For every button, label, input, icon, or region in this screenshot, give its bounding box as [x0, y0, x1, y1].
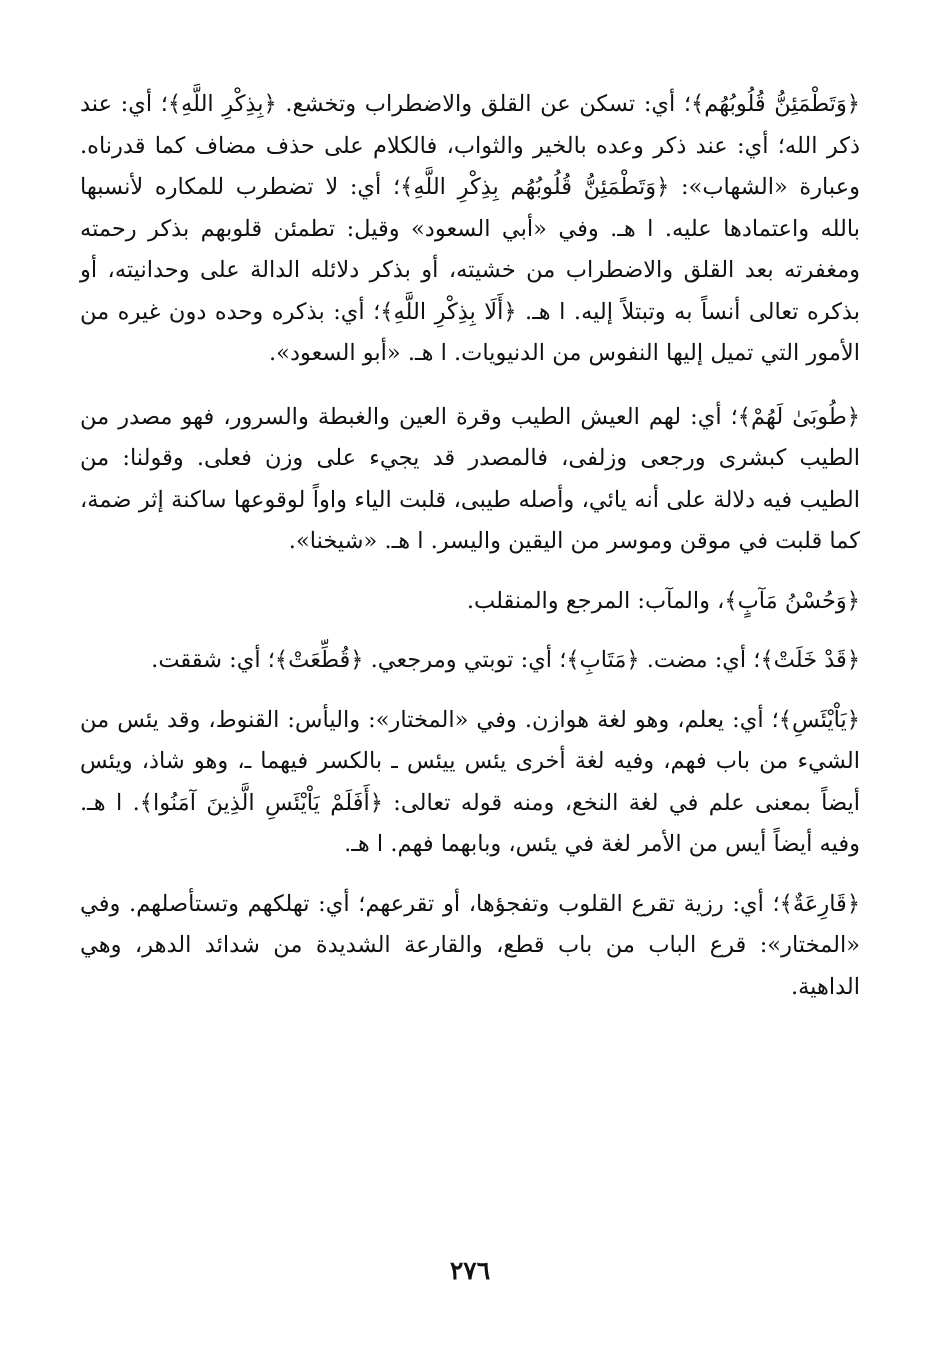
paragraph-spacer — [80, 563, 860, 581]
page-body — [80, 84, 860, 1008]
page-number: ٢٧٦ — [449, 1256, 491, 1285]
paragraph-husnu-maab: ﴿وَحُسْنُ مَآبٍ﴾، والمآب: المرجع والمنقلب. — [466, 587, 860, 614]
paragraph-qad-khalat: ﴿قَدْ خَلَتْ﴾؛ أي: مضت. ﴿مَتَابِ﴾؛ أي: توبتي ومرجعي. ﴿قُطِّعَتْ﴾؛ أي: شققت. — [151, 647, 860, 673]
paragraph-tatmainnu: ﴿وَتَطْمَئِنُّ قُلُوبُهُم﴾؛ أي: تسكن عن القلق والاضطراب وتخشع. ﴿بِذِكْرِ اللَّهِ﴾؛ أي: عند ذكر الله؛ أي: عند ذكر وعده بالخير والثواب، فالكلام على حذف مضاف كما قدرناه. وعبارة «الشهاب»: ﴿وَتَطْمَئِنُّ قُلُوبُهُم بِذِكْرِ اللَّهِ﴾؛ أي: لا تضطرب للمكاره لأنسبها بالله واعتمادها عليه. ا هـ. وفي «أبي السعود» وقيل: تطمئن قلوبهم بذكر رحمته ومغفرته بعد القلق والاضطراب من خشيته، أو بذكر دلائله الدالة على وحدانيته، أو بذكره تعالى أنساً به وتبتلاً إليه. ا هـ. ﴿أَلَا بِذِكْرِ اللَّهِ﴾؛ أي: بذكره وحده دون غيره من الأمور التي تميل إليها النفوس من الدنيويات. ا هـ. «أبو السعود». — [80, 91, 860, 366]
paragraph-spacer — [80, 866, 860, 884]
paragraph-spacer — [80, 622, 860, 640]
paragraph-spacer — [80, 682, 860, 700]
paragraph-spacer — [80, 375, 860, 397]
paragraph-qariah: ﴿قَارِعَةٌ﴾؛ أي: رزية تقرع القلوب وتفجؤها، أو تقرعهم؛ أي: تهلكهم وتستأصلهم. وفي «المختار»: قرع الباب من باب قطع، والقارعة الشديدة من شدائد الدهر، وهي الداهية. — [80, 890, 860, 1000]
paragraph-yayas: ﴿يَاْيْئَسِ﴾؛ أي: يعلم، وهو لغة هوازن. وفي «المختار»: واليأس: القنوط، وقد يئس من الشيء من باب فهم، وفيه لغة أخرى يئس ييئس ـ بالكسر فيهما ـ، وهو شاذ، ويئس أيضاً بمعنى علم في لغة النخع، ومنه قوله تعالى: ﴿أَفَلَمْ يَاْيْئَسِ الَّذِينَ آمَنُوا﴾. ا هـ. وفيه أيضاً أيس من الأمر لغة في يئس، وبابهما فهم. ا هـ. — [80, 706, 860, 857]
paragraph-tuba: ﴿طُوبَىٰ لَهُمْ﴾؛ أي: لهم العيش الطيب وقرة العين والغبطة والسرور، فهو مصدر من الطيب كبشرى ورجعى وزلفى، فالمصدر قد يجيء على وزن فعلى. وقولنا: من الطيب فيه دلالة على أنه يائي، وأصله طيبى، قلبت الياء واواً لوقوعها ساكنة إثر ضمة، كما قلبت في موقن وموسر من اليقين واليسر. ا هـ. «شيخنا». — [80, 403, 860, 554]
